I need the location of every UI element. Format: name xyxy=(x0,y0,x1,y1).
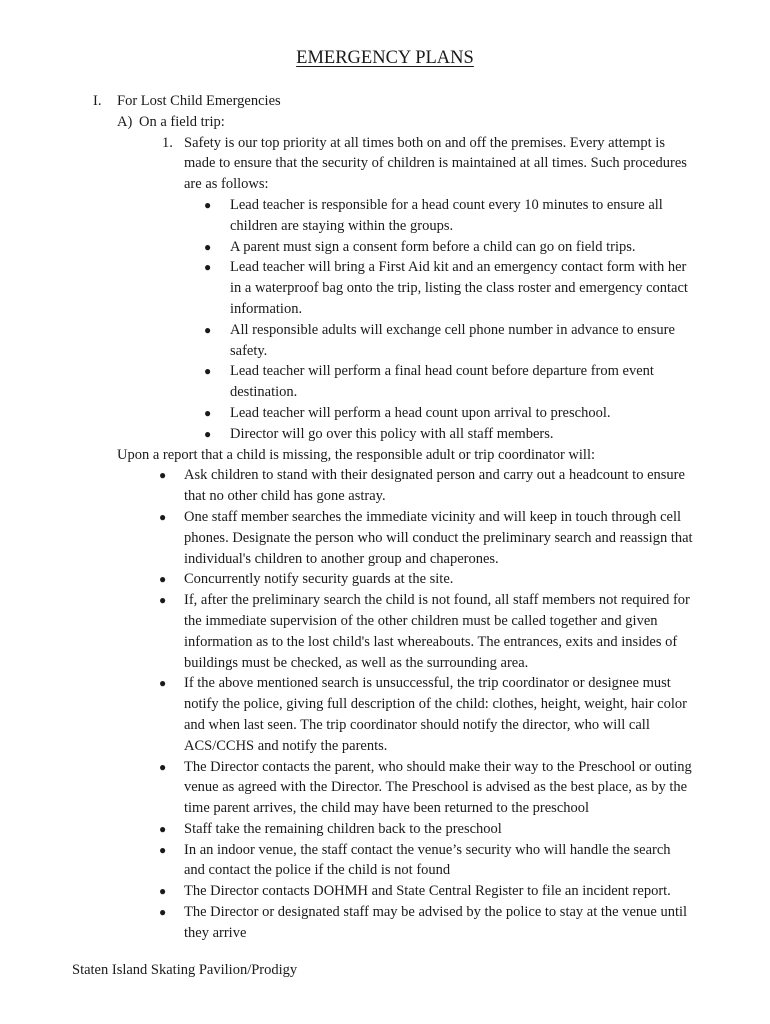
list-item-text: If the above mentioned search is unsuccessful, the trip coordinator or designee must notify the police, giving full description of the child: clothes, height, weight, hair color and when last seen. The trip coordinator should notify the director, who will call ACS/CCHS and notify the parents. xyxy=(184,675,687,754)
list-item xyxy=(0,673,770,756)
list-item-text: Lead teacher will perform a final head count before departure from event destination. xyxy=(230,363,654,401)
list-item xyxy=(0,507,770,569)
list-item-text: If, after the preliminary search the child is not found, all staff members not required for the immediate supervision of the other children must be called together and given information as to the lost child's last whereabouts. The entrances, exits and insides of buildings must be checked, as well as the surrounding area. xyxy=(184,592,690,671)
section-heading-text: For Lost Child Emergencies xyxy=(117,93,281,109)
list-item-text: The Director contacts the parent, who should make their way to the Preschool or outing venue as agreed with the Director. The Preschool is advised as the best place, as by the time parent arrives, the child may have been returned to the preschool xyxy=(184,758,692,817)
list-item-text: All responsible adults will exchange cell phone number in advance to ensure safety. xyxy=(230,321,675,359)
list-item xyxy=(0,902,770,944)
list-item xyxy=(0,757,770,819)
list-item-text: Ask children to stand with their designated person and carry out a headcount to ensure that no other child has gone astray. xyxy=(184,467,685,505)
bullet-icon: ● xyxy=(204,197,212,212)
list-item xyxy=(0,881,770,902)
list-item-text: The Director or designated staff may be advised by the police to stay at the venue until they arrive xyxy=(184,904,688,941)
subsection-marker: A) xyxy=(117,113,133,130)
bullet-icon: ● xyxy=(204,239,212,254)
missing-child-steps-list xyxy=(0,465,770,943)
list-item xyxy=(0,424,770,445)
page-title: EMERGENCY PLANS xyxy=(296,48,474,68)
bullet-icon: ● xyxy=(159,468,167,483)
list-item-text: Director will go over this policy with all staff members. xyxy=(230,425,554,442)
bullet-icon: ● xyxy=(204,260,212,275)
subsection-heading-text: On a field trip: xyxy=(139,113,225,130)
section-marker: I. xyxy=(93,93,102,109)
bullet-icon: ● xyxy=(159,884,167,899)
numbered-item-marker: 1. xyxy=(162,134,173,151)
bullet-icon: ● xyxy=(159,509,167,524)
list-item xyxy=(0,403,770,424)
list-item-text: Lead teacher is responsible for a head count every 10 minutes to ensure all children are staying within the groups. xyxy=(230,196,663,234)
bullet-icon: ● xyxy=(159,676,167,691)
bullet-icon: ● xyxy=(159,821,167,836)
bullet-icon: ● xyxy=(204,426,212,441)
bullet-icon: ● xyxy=(159,759,167,774)
list-item xyxy=(0,819,770,840)
footer-organization: Staten Island Skating Pavilion/Prodigy xyxy=(72,962,298,978)
list-item-text: The Director contacts DOHMH and State Central Register to file an incident report. xyxy=(184,883,671,900)
subsection-heading xyxy=(0,112,770,133)
bullet-icon: ● xyxy=(159,593,167,608)
list-item-text: Staff take the remaining children back to the preschool xyxy=(184,820,502,837)
list-item-text: Lead teacher will perform a head count upon arrival to preschool. xyxy=(230,404,611,421)
lost-child-section xyxy=(0,91,770,944)
list-item-text: Concurrently notify security guards at the site. xyxy=(184,571,454,588)
section-heading xyxy=(0,91,770,112)
missing-child-intro-text: Upon a report that a child is missing, the responsible adult or trip coordinator will: xyxy=(117,446,596,463)
bullet-icon: ● xyxy=(159,842,167,857)
numbered-item xyxy=(0,133,770,195)
bullet-icon: ● xyxy=(159,905,167,920)
list-item xyxy=(0,569,770,590)
field-trip-procedures-list xyxy=(0,195,770,445)
list-item xyxy=(0,840,770,882)
list-item xyxy=(0,237,770,258)
numbered-item-text: Safety is our top priority at all times both on and off the premises. Every attempt is made to ensure that the security of children is maintained at all times. Such procedures are as follows: xyxy=(184,134,687,193)
list-item xyxy=(0,465,770,507)
bullet-icon: ● xyxy=(204,322,212,337)
list-item xyxy=(0,257,770,319)
list-item-text: A parent must sign a consent form before a child can go on field trips. xyxy=(230,238,636,255)
list-item-text: Lead teacher will bring a First Aid kit and an emergency contact form with her in a waterproof bag onto the trip, listing the class roster and emergency contact information. xyxy=(230,259,688,317)
bullet-icon: ● xyxy=(204,405,212,420)
missing-child-intro xyxy=(0,445,770,466)
list-item-text: One staff member searches the immediate vicinity and will keep in touch through cell phones. Designate the person who will conduct the preliminary search and reassign that individual's children to another group and chaperones. xyxy=(184,508,693,567)
list-item-text: In an indoor venue, the staff contact the venue’s security who will handle the search and contact the police if the child is not found xyxy=(184,841,671,879)
list-item xyxy=(0,361,770,403)
bullet-icon: ● xyxy=(159,572,167,587)
list-item xyxy=(0,320,770,362)
list-item xyxy=(0,195,770,237)
list-item xyxy=(0,590,770,673)
bullet-icon: ● xyxy=(204,364,212,379)
